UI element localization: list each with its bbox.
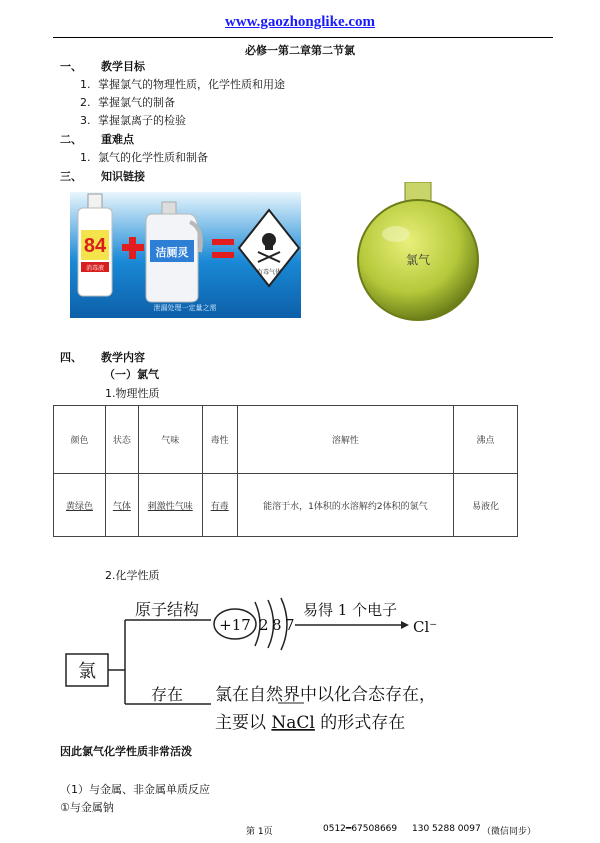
- goal-text: 掌握氯气的制备: [98, 96, 175, 109]
- goal-text: 掌握氯气的物理性质，化学性质和用途: [98, 78, 285, 91]
- difficulty-number: 1.: [80, 151, 91, 164]
- equals-icon: [212, 239, 234, 258]
- goal-number: 2.: [80, 96, 91, 109]
- header-boiling-point: 沸点: [454, 406, 518, 474]
- goal-number: 1.: [80, 78, 91, 91]
- image-caption: 泄漏处理一定量之需: [153, 304, 217, 312]
- difficulty-item-1: [80, 149, 208, 165]
- subsection-chlorine-title: （一）氯气: [104, 368, 159, 381]
- value-boiling-point: 易液化: [454, 474, 518, 537]
- section-2-number: 二、: [60, 133, 82, 146]
- chloride-ion: Cl⁻: [413, 618, 438, 636]
- bleach-mixing-graphic: [70, 192, 301, 318]
- section-3-number: 三、: [60, 170, 82, 183]
- electron-shell-2: 8: [272, 616, 282, 634]
- goal-item-3: [80, 112, 186, 128]
- flask-label: 氯气: [405, 253, 431, 267]
- goal-item-1: [80, 76, 285, 92]
- header-state: 状态: [105, 406, 138, 474]
- site-url-link[interactable]: www.gaozhonglike.com: [225, 14, 375, 30]
- existence-line-1: 氯在自然界中以化合态存在，: [215, 685, 436, 705]
- bleach-mixing-illustration: [70, 192, 301, 318]
- bottle1-label: 84: [83, 235, 107, 257]
- bleach-bottle-icon: [78, 194, 112, 296]
- goal-number: 3.: [80, 114, 91, 127]
- chlorine-structure-diagram: [63, 592, 477, 738]
- value-color: 黄绿色: [65, 501, 93, 512]
- footer-wechat-note: （微信同步）: [482, 827, 537, 837]
- bottle2-label: 洁厕灵: [155, 246, 189, 259]
- header-color: 颜色: [54, 406, 106, 474]
- header-solubility: 溶解性: [237, 406, 453, 474]
- branch-atomic-structure: 原子结构: [135, 600, 200, 619]
- table-header-row: [54, 406, 518, 474]
- footer-phone-2: 130 5288 0097: [412, 824, 481, 834]
- footer-phone-1: 0512━67508669: [323, 824, 398, 834]
- section-3-title: 知识链接: [101, 170, 145, 183]
- footer-page-number: 第 1页: [246, 827, 273, 837]
- arrow-label: 易得 1 个电子: [303, 601, 398, 619]
- reaction-subtitle: ①与金属钠: [60, 801, 114, 814]
- nucleus-charge: +17: [219, 616, 251, 634]
- reaction-title: （1）与金属、非金属单质反应: [60, 783, 210, 796]
- goal-text: 掌握氯离子的检验: [98, 114, 186, 127]
- section-4-title: 教学内容: [101, 351, 145, 364]
- table-row: [54, 474, 518, 537]
- diagram-root-label: 氯: [78, 661, 96, 682]
- arrow-head-icon: [401, 621, 409, 629]
- physical-properties-table: [53, 405, 518, 537]
- value-toxicity: 有毒: [210, 501, 229, 512]
- section-2-title: 重难点: [101, 133, 134, 146]
- header-odor: 气味: [138, 406, 202, 474]
- goal-item-2: [80, 94, 175, 110]
- value-odor: 刺激性气味: [147, 501, 193, 512]
- hazard-sign-label: 有毒气体: [256, 269, 282, 276]
- chlorine-flask-graphic: [352, 182, 484, 322]
- page-title: 必修一第二章第二节氯: [245, 44, 355, 57]
- value-solubility: 能溶于水，1体积的水溶解约2体积的氯气: [237, 474, 453, 537]
- section-4-number: 四、: [60, 351, 82, 364]
- header-divider: [53, 37, 553, 38]
- existence-line-2: 主要以 NaCl 的形式存在: [215, 713, 406, 733]
- bottle1-sublabel: 消毒液: [85, 265, 105, 272]
- conclusion-text: 因此氯气化学性质非常活泼: [60, 745, 192, 758]
- chlorine-flask-illustration: [352, 182, 484, 322]
- value-state: 气体: [112, 501, 131, 512]
- electron-shell-3: 7: [285, 616, 295, 634]
- header-toxicity: 毒性: [202, 406, 237, 474]
- plus-icon: [122, 237, 144, 259]
- toilet-cleaner-bottle-icon: [146, 202, 201, 302]
- branch-existence: 存在: [151, 685, 184, 704]
- toxic-hazard-sign-icon: [239, 210, 299, 286]
- difficulty-text: 氯气的化学性质和制备: [98, 151, 208, 164]
- section-1-title: 教学目标: [101, 60, 145, 73]
- physical-properties-title: 1.物理性质: [105, 387, 160, 400]
- chemical-properties-title: 2.化学性质: [105, 569, 160, 582]
- electron-shell-1: 2: [259, 616, 269, 634]
- section-1-number: 一、: [60, 60, 82, 73]
